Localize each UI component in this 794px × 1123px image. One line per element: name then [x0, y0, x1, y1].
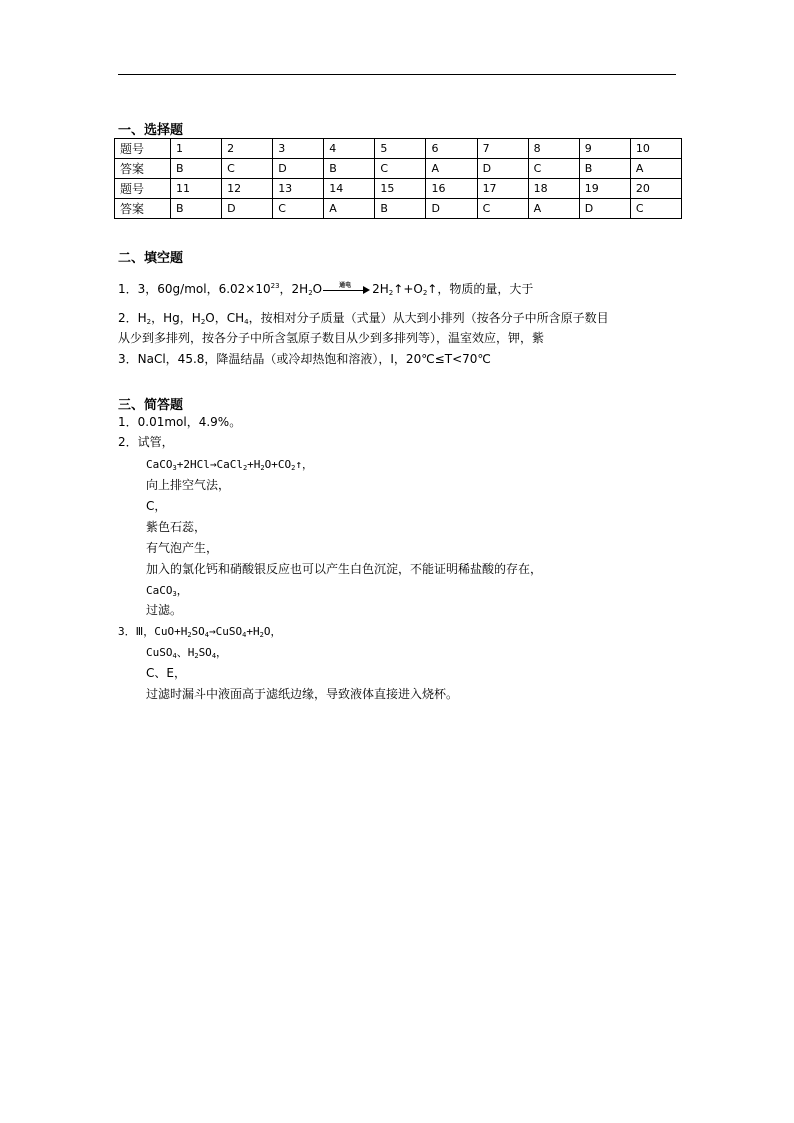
table-cell: D — [273, 159, 324, 179]
fill-answer-1: 1．3，60g/mol，$6.02\times 10^{23}$，$2H_2O$ 通电 $2H_2↑+O_2↑$，物质的量，大于 — [118, 281, 534, 297]
short-answer-3-line3: C、E， — [146, 666, 186, 680]
table-cell: 19 — [579, 179, 630, 199]
table-cell: B — [324, 159, 375, 179]
table-cell: D — [579, 199, 630, 219]
table-cell: C — [273, 199, 324, 219]
short-answer-2-equation: $CaCO_3+2HCl\to CaCl_2+H_2O+CO_2↑$， — [146, 458, 313, 472]
table-cell: A — [324, 199, 375, 219]
table-cell: 1 — [171, 139, 222, 159]
table-cell: B — [375, 199, 426, 219]
reaction-arrow: 通电 — [323, 284, 371, 296]
table-cell: D — [426, 199, 477, 219]
table-cell: 20 — [630, 179, 681, 199]
table-cell: 13 — [273, 179, 324, 199]
table-cell: 5 — [375, 139, 426, 159]
table-row — [115, 179, 682, 199]
row-label: 题号 — [115, 139, 171, 159]
short-answer-2-line7: 加入的氯化钙和硝酸银反应也可以产生白色沉淀，不能证明稀盐酸的存在， — [146, 562, 543, 576]
table-cell: 17 — [477, 179, 528, 199]
table-cell: 10 — [630, 139, 681, 159]
table-cell: 16 — [426, 179, 477, 199]
table-cell: 4 — [324, 139, 375, 159]
short-answer-1: 1．0.01mol，4.9%。 — [118, 415, 242, 429]
table-row — [115, 139, 682, 159]
short-answer-2-line9: 过滤。 — [146, 603, 183, 617]
table-cell: D — [222, 199, 273, 219]
short-answer-3-line4: 过滤时漏斗中液面高于滤纸边缘，导致液体直接进入烧杯。 — [146, 687, 459, 701]
row-label: 答案 — [115, 199, 171, 219]
table-row — [115, 159, 682, 179]
table-cell: 6 — [426, 139, 477, 159]
section-title-fill: 二、填空题 — [118, 251, 184, 266]
short-answer-2-line5: 紫色石蕊， — [146, 520, 207, 534]
row-label: 题号 — [115, 179, 171, 199]
table-cell: 7 — [477, 139, 528, 159]
table-cell: C — [375, 159, 426, 179]
table-cell: C — [630, 199, 681, 219]
short-answer-2-line3: 向上排空气法， — [146, 478, 231, 492]
short-answer-2-line4: C， — [146, 499, 167, 513]
answer-table — [114, 138, 682, 219]
table-cell: C — [477, 199, 528, 219]
section-title-short: 三、简答题 — [118, 398, 184, 413]
short-answer-3-head: 3．Ⅲ，$CuO+H_2SO_4\to CuSO_4+H_2O$， — [118, 625, 282, 639]
short-answer-2-line8: CaCO$_3$， — [146, 584, 188, 598]
short-answer-2-line6: 有气泡产生， — [146, 541, 219, 555]
table-cell: 8 — [528, 139, 579, 159]
table-cell: 2 — [222, 139, 273, 159]
table-cell: D — [477, 159, 528, 179]
table-cell: A — [528, 199, 579, 219]
table-cell: 12 — [222, 179, 273, 199]
table-row — [115, 199, 682, 219]
row-label: 答案 — [115, 159, 171, 179]
table-cell: B — [579, 159, 630, 179]
table-cell: 9 — [579, 139, 630, 159]
table-cell: A — [630, 159, 681, 179]
table-cell: B — [171, 199, 222, 219]
fill-answer-3: 3．NaCl，45.8，降温结晶（或冷却热饱和溶液），I，20℃≤T<70℃ — [118, 352, 491, 366]
short-answer-2-head: 2．试管， — [118, 435, 174, 449]
table-cell: C — [528, 159, 579, 179]
table-cell: C — [222, 159, 273, 179]
table-cell: A — [426, 159, 477, 179]
table-cell: 14 — [324, 179, 375, 199]
table-cell: 3 — [273, 139, 324, 159]
table-cell: 15 — [375, 179, 426, 199]
table-cell: 18 — [528, 179, 579, 199]
fill-answer-2-line2: 从少到多排列，按各分子中所含氢原子数目从少到多排列等），温室效应，钾，紫 — [118, 331, 545, 345]
header-rule — [118, 74, 676, 75]
table-cell: 11 — [171, 179, 222, 199]
fill-answer-2-line1: 2．$H_2$，Hg，$H_2O$，$CH_4$，按相对分子质量（式量）从大到小排列（按各分子中所含原子数目 — [118, 311, 609, 326]
section-title-choice: 一、选择题 — [118, 123, 184, 138]
table-cell: B — [171, 159, 222, 179]
short-answer-3-line2: CuSO$_4$、$H_2SO_4$， — [146, 646, 228, 660]
